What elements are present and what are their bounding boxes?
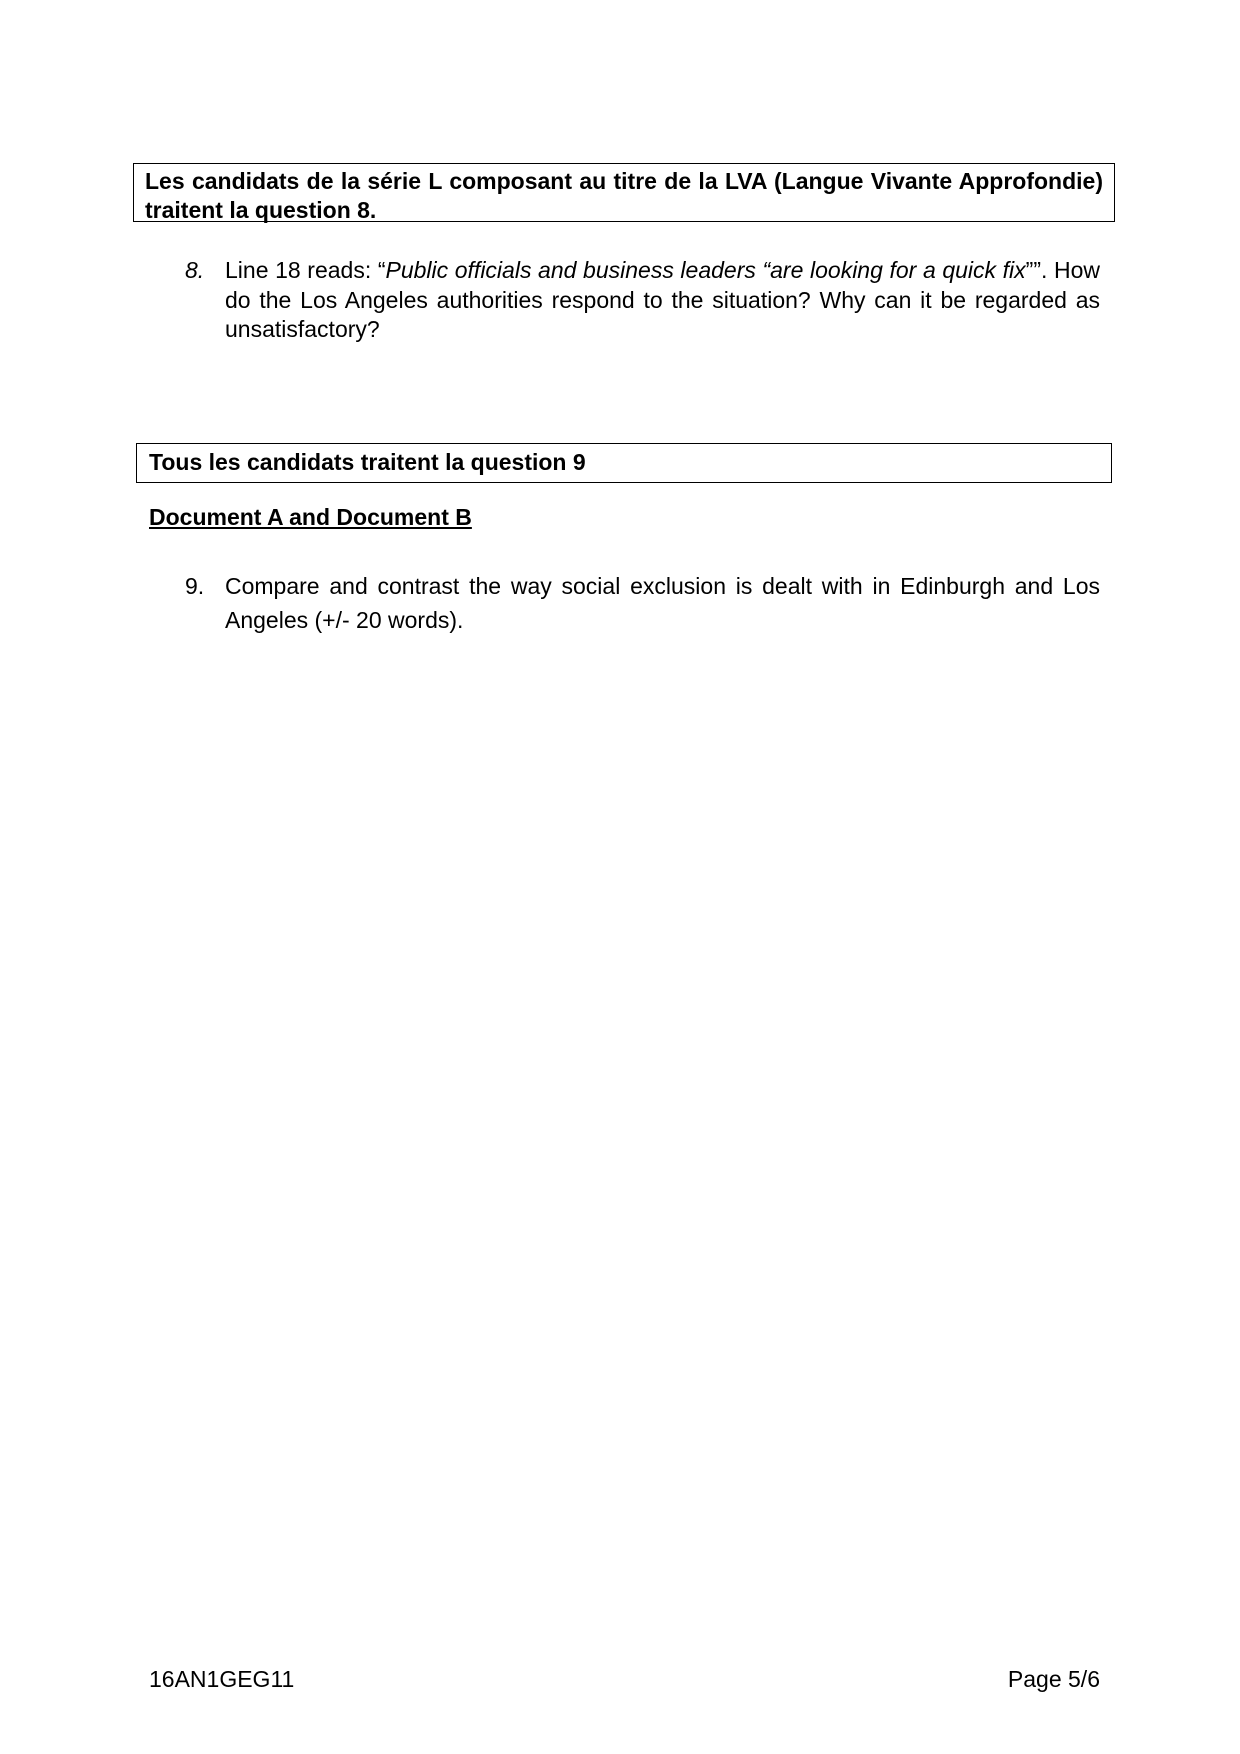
question-8 xyxy=(185,256,1100,345)
question-8-number: 8. xyxy=(185,257,205,283)
question-9-text: Compare and contrast the way social exclusion is dealt with in Edinburgh and Los Angeles (+/- 20 words). xyxy=(225,573,1100,633)
question-9 xyxy=(185,569,1100,637)
documents-heading: Document A and Document B xyxy=(149,504,472,530)
footer-exam-code: 16AN1GEG11 xyxy=(149,1666,295,1692)
section-all-notice: Tous les candidats traitent la question 9 xyxy=(149,449,586,475)
question-8-rest: ””. How do the Los Angeles authorities respond to the situation? Why can it be regarded as unsatisfactory? xyxy=(225,257,1101,342)
question-8-intro: Line 18 reads: “ xyxy=(225,257,386,283)
section-l-notice: Les candidats de la série L composant au titre de la LVA (Langue Vivante Approfondie) traitent la question 8. xyxy=(145,168,1103,223)
question-9-number: 9. xyxy=(185,573,205,599)
question-8-quote: Public officials and business leaders “are looking for a quick fix xyxy=(385,257,1026,283)
footer-page-number: Page 5/6 xyxy=(1007,1666,1100,1692)
section-all-notice-box xyxy=(136,443,1112,483)
section-l-notice-box xyxy=(133,163,1115,222)
question-8-text xyxy=(225,256,1100,345)
